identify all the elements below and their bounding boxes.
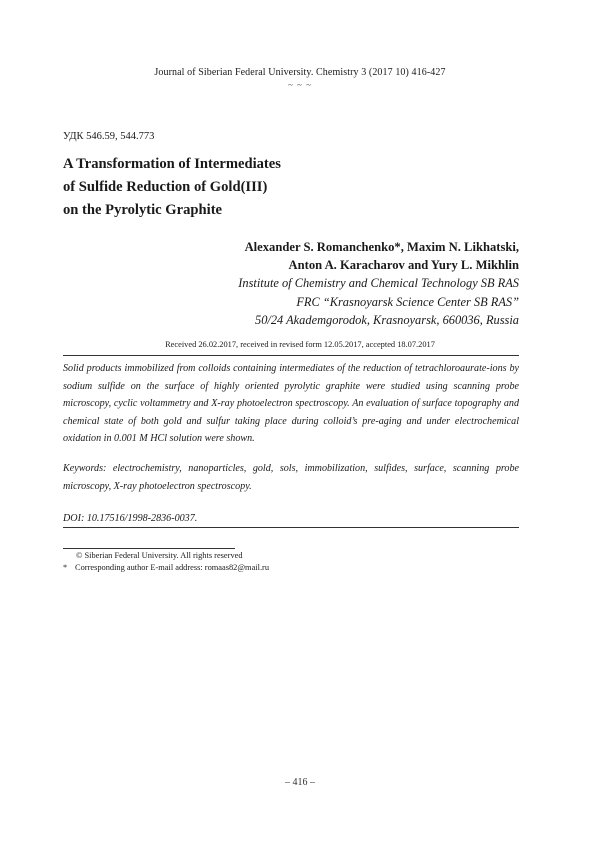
footnote-rule [63,548,235,549]
udk-code: УДК 546.59, 544.773 [63,131,155,142]
footnote-marker: * [63,563,68,572]
abstract-bottom-rule [63,527,519,528]
abstract: Solid products immobilized from colloids containing intermediates of the reduction of tetrachloroaurate-ions by sodium sulfide on the surface of highly oriented pyrolytic graphite were studied using scanning probe microscopy, cyclic voltammetry and X-ray photoelectron spectroscopy. An evaluation of surface topography and chemical state of both gold and sulfur taking place during colloid’s pre-aging and under electrochemical oxidation in 0.001 M HCl solution were shown. [63,363,519,444]
copyright-footnote: © Siberian Federal University. All rights reserved [76,551,243,560]
doi: DOI: 10.17516/1998-2836-0037. [63,513,198,524]
authors-line: Anton A. Karacharov and Yury L. Mikhlin [288,258,519,272]
title-line: on the Pyrolytic Graphite [63,202,223,218]
corresponding-author-text: Corresponding author E-mail address: romaas82@mail.ru [75,563,270,572]
authors [245,238,519,274]
title-line: of Sulfide Reduction of Gold(III) [63,179,268,195]
authors-line: Alexander S. Romanchenko*, Maxim N. Likhatski, [244,240,519,254]
abstract-top-rule [63,355,519,356]
affiliation-line: Institute of Chemistry and Chemical Technology SB RAS [238,276,519,290]
page-number: – 416 – [285,777,315,788]
journal-header: Journal of Siberian Federal University. Chemistry 3 (2017 10) 416-427 [154,67,446,78]
affiliation-line: 50/24 Akademgorodok, Krasnoyarsk, 660036, Russia [255,313,519,327]
received-dates: Received 26.02.2017, received in revised form 12.05.2017, accepted 18.07.2017 [165,340,435,349]
title-line: A Transformation of Intermediates [63,156,281,172]
affiliation-line: FRC “Krasnoyarsk Science Center SB RAS” [296,294,519,309]
keywords: Keywords: electrochemistry, nanoparticles, gold, sols, immobilization, sulfides, surface, scanning probe microscopy, X-ray photoelectron spectroscopy. [63,463,519,492]
affiliation [238,274,519,330]
corresponding-footnote [63,563,269,572]
header-ornament: ~ ~ ~ [287,80,313,90]
article-title [63,153,281,222]
